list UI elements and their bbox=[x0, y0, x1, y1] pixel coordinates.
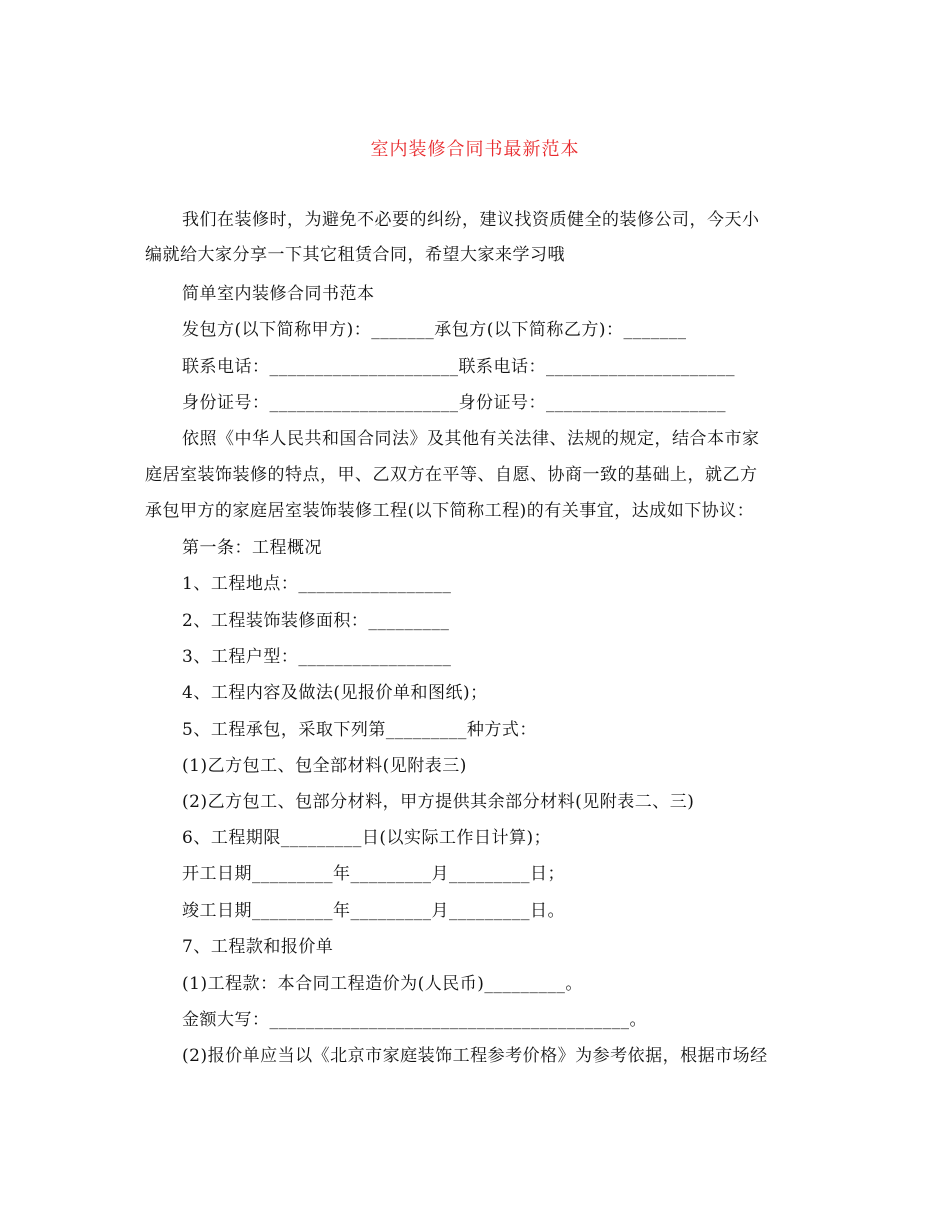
clause-1: 1、工程地点：_________________ bbox=[182, 574, 452, 594]
party-line: 发包方(以下简称甲方)：_______承包方(以下简称乙方)：_______ bbox=[182, 320, 687, 340]
clause-7: 7、工程款和报价单 bbox=[182, 937, 334, 957]
id-line: 身份证号：_____________________身份证号：____________________ bbox=[182, 393, 726, 413]
clause-5-option-2: (2)乙方包工、包部分材料，甲方提供其余部分材料(见附表二、三) bbox=[182, 792, 695, 812]
preamble-line-1: 依照《中华人民共和国合同法》及其他有关法律、法规的规定，结合本市家 bbox=[182, 429, 760, 449]
amount-line: 金额大写：________________________________________。 bbox=[182, 1010, 647, 1030]
document-title: 室内装修合同书最新范本 bbox=[370, 139, 580, 160]
clause-2: 2、工程装饰装修面积：_________ bbox=[182, 611, 450, 631]
phone-line: 联系电话：_____________________联系电话：_____________________ bbox=[182, 357, 735, 377]
clause-4: 4、工程内容及做法(见报价单和图纸)； bbox=[182, 683, 488, 703]
preamble-line-2: 庭居室装饰装修的特点，甲、乙双方在平等、自愿、协商一致的基础上，就乙方 bbox=[145, 465, 758, 485]
end-date-line: 竣工日期_________年_________月_________日。 bbox=[182, 901, 565, 921]
preamble-line-3: 承包甲方的家庭居室装饰装修工程(以下简称工程)的有关事宜，达成如下协议： bbox=[145, 501, 755, 521]
clause-6: 6、工程期限_________日(以实际工作日计算)； bbox=[182, 828, 552, 848]
clause-7-1: (1)工程款：本合同工程造价为(人民币)_________。 bbox=[182, 974, 583, 994]
clause-3: 3、工程户型：_________________ bbox=[182, 647, 452, 667]
clause-7-2: (2)报价单应当以《北京市家庭装饰工程参考价格》为参考依据，根据市场经 bbox=[182, 1046, 768, 1066]
start-date-line: 开工日期_________年_________月_________日； bbox=[182, 864, 565, 884]
intro-line-1: 我们在装修时，为避免不必要的纠纷，建议找资质健全的装修公司，今天小 bbox=[182, 210, 760, 230]
subtitle-line: 简单室内装修合同书范本 bbox=[182, 284, 375, 304]
clause-5: 5、工程承包，采取下列第_________种方式： bbox=[182, 720, 537, 740]
article-1-heading: 第一条：工程概况 bbox=[182, 538, 322, 558]
clause-5-option-1: (1)乙方包工、包全部材料(见附表三) bbox=[182, 756, 467, 776]
intro-line-2: 编就给大家分享一下其它租赁合同，希望大家来学习哦 bbox=[145, 245, 565, 265]
